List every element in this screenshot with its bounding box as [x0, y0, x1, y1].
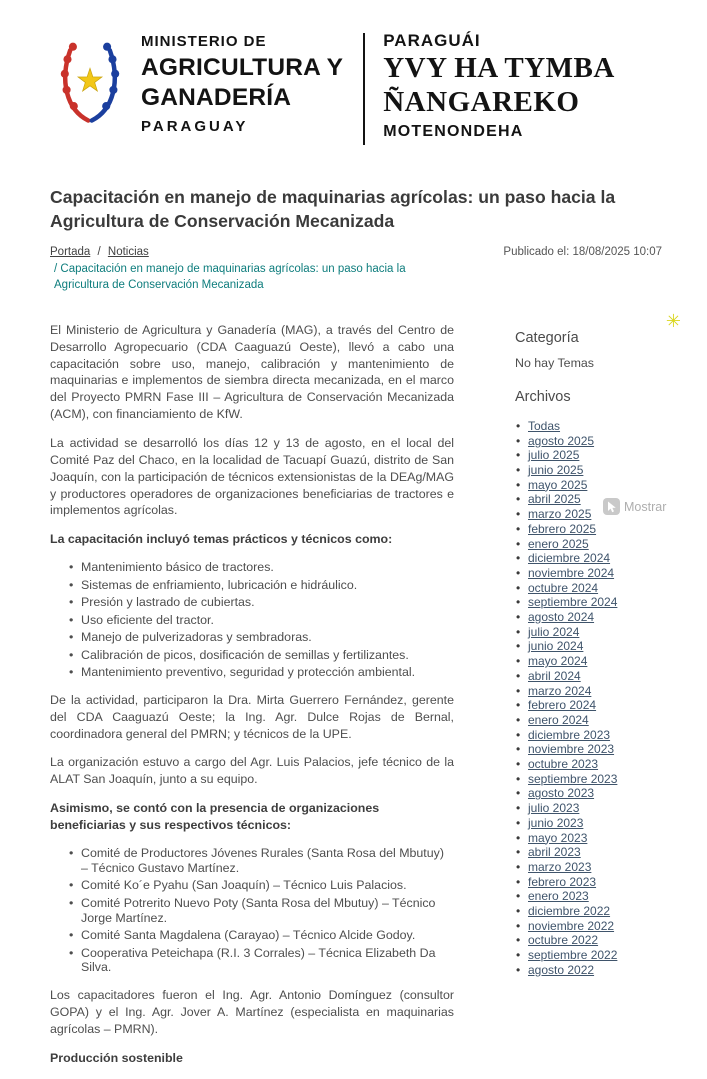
- organization-list-item: • Comité de Productores Jóvenes Rurales (Santa Rosa del Mbutuy) – Técnico Gustavo Martínez.: [69, 846, 454, 876]
- breadcrumb-current-page: / Capacitación en manejo de maquinarias agrícolas: un paso hacia la Agricultura de Conservación Mecanizada: [54, 262, 406, 292]
- archive-list-item: [515, 933, 662, 948]
- breadcrumb-link-noticias[interactable]: Noticias: [107, 245, 149, 258]
- archive-list-item: [515, 639, 662, 654]
- archive-list-item: [515, 684, 662, 699]
- breadcrumb-separator: /: [97, 245, 101, 258]
- archive-list-item: [515, 595, 662, 610]
- show-tooltip[interactable]: [601, 496, 670, 517]
- site-header: [0, 0, 707, 145]
- organization-list-item: • Comité Ko´e Pyahu (San Joaquín) – Técnico Luis Palacios.: [69, 878, 454, 893]
- paraguay-coat-of-arms-logo[interactable]: [54, 30, 126, 130]
- archive-link[interactable]: enero 2024: [528, 712, 589, 727]
- guarani-line-4: MOTENONDEHA: [383, 123, 524, 140]
- archive-link[interactable]: diciembre 2023: [528, 727, 611, 742]
- archive-link[interactable]: septiembre 2023: [528, 771, 618, 786]
- archive-link[interactable]: julio 2025: [528, 448, 580, 463]
- article-paragraph: Los capacitadores fueron el Ing. Agr. Antonio Domínguez (consultor GOPA) y el Ing. Agr. Jover A. Martínez (especialista en maquinarias agrícolas – PMRN).: [50, 988, 454, 1036]
- archive-list-item: [515, 478, 662, 493]
- published-date: Publicado el: 18/08/2025 10:07: [503, 245, 662, 258]
- archive-list-item: [515, 419, 662, 434]
- archive-link[interactable]: diciembre 2022: [528, 904, 611, 919]
- asterisk-widget-icon[interactable]: ✳: [665, 311, 681, 331]
- archive-list-item: [515, 904, 662, 919]
- topic-list-item: • Sistemas de enfriamiento, lubricación e hidráulico.: [69, 578, 454, 593]
- archive-link[interactable]: abril 2025: [528, 492, 581, 507]
- topic-list-item: • Calibración de picos, dosificación de semillas y fertilizantes.: [69, 648, 454, 663]
- archive-link[interactable]: marzo 2023: [528, 859, 592, 874]
- archive-list-item: [515, 728, 662, 743]
- archive-list-item: [515, 757, 662, 772]
- archive-list-item: [515, 434, 662, 449]
- archive-link[interactable]: agosto 2022: [528, 962, 595, 977]
- article-paragraph: La actividad se desarrolló los días 12 y 13 de agosto, en el local del Comité Paz del Chaco, en la localidad de Tacuapí Guazú, distrito de San Joaquín, con la participación de técnicos extensionistas de la DEAg/MAG y productores operadores de organizaciones beneficiarias de tractores e implementos agrícolas.: [50, 436, 454, 518]
- archive-link[interactable]: junio 2023: [528, 815, 584, 830]
- archive-list-item: [515, 522, 662, 537]
- topic-list-item: • Manejo de pulverizadoras y sembradoras.: [69, 630, 454, 645]
- main-content: [0, 145, 707, 1079]
- archive-link[interactable]: abril 2024: [528, 668, 581, 683]
- page-title: Capacitación en manejo de maquinarias agrícolas: un paso hacia la Agricultura de Conservación Mecanizada: [50, 187, 616, 232]
- archive-list-item: [515, 669, 662, 684]
- article-section-heading: Producción sostenible: [50, 1050, 183, 1065]
- archive-list-item: [515, 875, 662, 890]
- article-subheading: La capacitación incluyó temas prácticos y técnicos como:: [50, 532, 393, 547]
- archive-link[interactable]: noviembre 2023: [528, 742, 615, 757]
- article-paragraph: De la actividad, participaron la Dra. Mirta Guerrero Fernández, gerente del CDA Caaguazú Oeste; la Ing. Agr. Dulce Rojas de Bernal, coordinadora general del PMRN; y técnicos de la UPE.: [50, 692, 454, 741]
- archive-list-item: [515, 919, 662, 934]
- archive-list-item: [515, 610, 662, 625]
- archive-list-item: [515, 713, 662, 728]
- archive-link[interactable]: marzo 2024: [528, 683, 592, 698]
- archive-list-item: [515, 772, 662, 787]
- tooltip-label: Mostrar: [624, 499, 667, 514]
- archive-link[interactable]: mayo 2025: [528, 477, 588, 492]
- archive-link[interactable]: septiembre 2022: [528, 948, 618, 963]
- topic-list-item: • Uso eficiente del tractor.: [69, 613, 454, 628]
- archive-link[interactable]: mayo 2023: [528, 830, 588, 845]
- archives-heading: Archivos: [515, 388, 571, 405]
- archive-list-item: [515, 948, 662, 963]
- archive-link[interactable]: junio 2025: [528, 462, 584, 477]
- sidebar: [515, 322, 662, 1079]
- archive-list-item: [515, 831, 662, 846]
- breadcrumb: [50, 246, 149, 258]
- organization-list-item: • Comité Potrerito Nuevo Poty (Santa Rosa del Mbutuy) – Técnico Jorge Martínez.: [69, 896, 454, 926]
- archive-link[interactable]: julio 2023: [528, 801, 580, 816]
- archive-list-item: [515, 801, 662, 816]
- topic-list-item: • Presión y lastrado de cubiertas.: [69, 595, 454, 610]
- archive-list-item: [515, 742, 662, 757]
- archive-link[interactable]: agosto 2023: [528, 786, 595, 801]
- archive-link[interactable]: febrero 2023: [528, 874, 597, 889]
- archive-link[interactable]: mayo 2024: [528, 654, 588, 669]
- ministry-line-4: PARAGUAY: [141, 118, 249, 135]
- topic-list-item: • Mantenimiento básico de tractores.: [69, 560, 454, 575]
- archive-link[interactable]: noviembre 2022: [528, 918, 615, 933]
- category-heading: Categoría: [515, 329, 579, 346]
- archive-link[interactable]: marzo 2025: [528, 507, 592, 522]
- archive-link[interactable]: junio 2024: [528, 639, 584, 654]
- archive-link[interactable]: noviembre 2024: [528, 565, 615, 580]
- topics-list: [52, 560, 454, 680]
- archive-list-item: [515, 448, 662, 463]
- archive-list-item: [515, 551, 662, 566]
- ministry-wordmark: [141, 30, 343, 135]
- archive-link[interactable]: enero 2023: [528, 889, 589, 904]
- archive-link[interactable]: julio 2024: [528, 624, 580, 639]
- article-paragraph: La organización estuvo a cargo del Agr. Luis Palacios, jefe técnico de la ALAT San Joaquín, junto a su equipo.: [50, 755, 454, 787]
- archive-list-item: [515, 537, 662, 552]
- archive-list-item: [515, 786, 662, 801]
- archive-list-item: [515, 860, 662, 875]
- archive-list-item: [515, 566, 662, 581]
- cursor-icon: [603, 498, 620, 515]
- archive-list-item: [515, 698, 662, 713]
- guarani-wordmark: [383, 30, 615, 141]
- archive-list-item: [515, 816, 662, 831]
- archive-list-item: [515, 845, 662, 860]
- archive-list-item: [515, 963, 662, 978]
- archive-list-item: [515, 889, 662, 904]
- article-body: [50, 322, 454, 1079]
- organizations-list: [52, 846, 454, 975]
- article-subheading: Asimismo, se contó con la presencia de organizaciones beneficiarias y sus respectivos técnicos:: [50, 801, 380, 833]
- guarani-line-1: PARAGUÁI: [383, 31, 481, 50]
- archive-link[interactable]: octubre 2023: [528, 757, 599, 772]
- archive-link[interactable]: febrero 2024: [528, 698, 597, 713]
- archive-link[interactable]: abril 2023: [528, 845, 581, 860]
- category-empty-text: No hay Temas: [515, 355, 594, 370]
- archive-link[interactable]: septiembre 2024: [528, 595, 618, 610]
- meta-row: [50, 246, 662, 258]
- archive-link[interactable]: Todas: [528, 418, 561, 433]
- archive-link[interactable]: febrero 2025: [528, 521, 597, 536]
- archive-link[interactable]: agosto 2024: [528, 610, 595, 625]
- archive-list-item: [515, 463, 662, 478]
- organization-list-item: • Cooperativa Peteichapa (R.I. 3 Corrales) – Técnica Elizabeth Da Silva.: [69, 946, 454, 976]
- ministry-line-2: AGRICULTURA Y: [141, 54, 344, 81]
- ministry-line-3: GANADERÍA: [141, 84, 292, 111]
- archive-link[interactable]: diciembre 2024: [528, 551, 611, 566]
- archive-link[interactable]: agosto 2025: [528, 433, 595, 448]
- archive-list-item: [515, 581, 662, 596]
- archive-link[interactable]: octubre 2024: [528, 580, 599, 595]
- header-divider: [363, 33, 365, 145]
- ministry-line-1: MINISTERIO DE: [141, 33, 267, 50]
- archive-list-item: [515, 625, 662, 640]
- content-row: [50, 322, 662, 1079]
- article-paragraph: El Ministerio de Agricultura y Ganadería (MAG), a través del Centro de Desarrollo Agropecuario (CDA Caaguazú Oeste), llevó a cabo una capacitación sobre uso, manejo, calibración y mantenimiento de maquinarias e implementos de siembra directa mecanizada, en el marco del Proyecto PMRN Fase III – Agricultura de Conservación Mecanizada (ACM), con financiamiento de KfW.: [50, 322, 454, 422]
- archive-link[interactable]: enero 2025: [528, 536, 589, 551]
- topic-list-item: • Mantenimiento preventivo, seguridad y protección ambiental.: [69, 665, 454, 680]
- archive-link[interactable]: octubre 2022: [528, 933, 599, 948]
- guarani-line-3: ÑANGAREKO: [383, 86, 580, 118]
- organization-list-item: • Comité Santa Magdalena (Carayao) – Técnico Alcide Godoy.: [69, 928, 454, 943]
- breadcrumb-link-portada[interactable]: Portada: [50, 245, 91, 258]
- archive-list-item: [515, 654, 662, 669]
- guarani-line-2: YVY HA TYMBA: [383, 52, 615, 84]
